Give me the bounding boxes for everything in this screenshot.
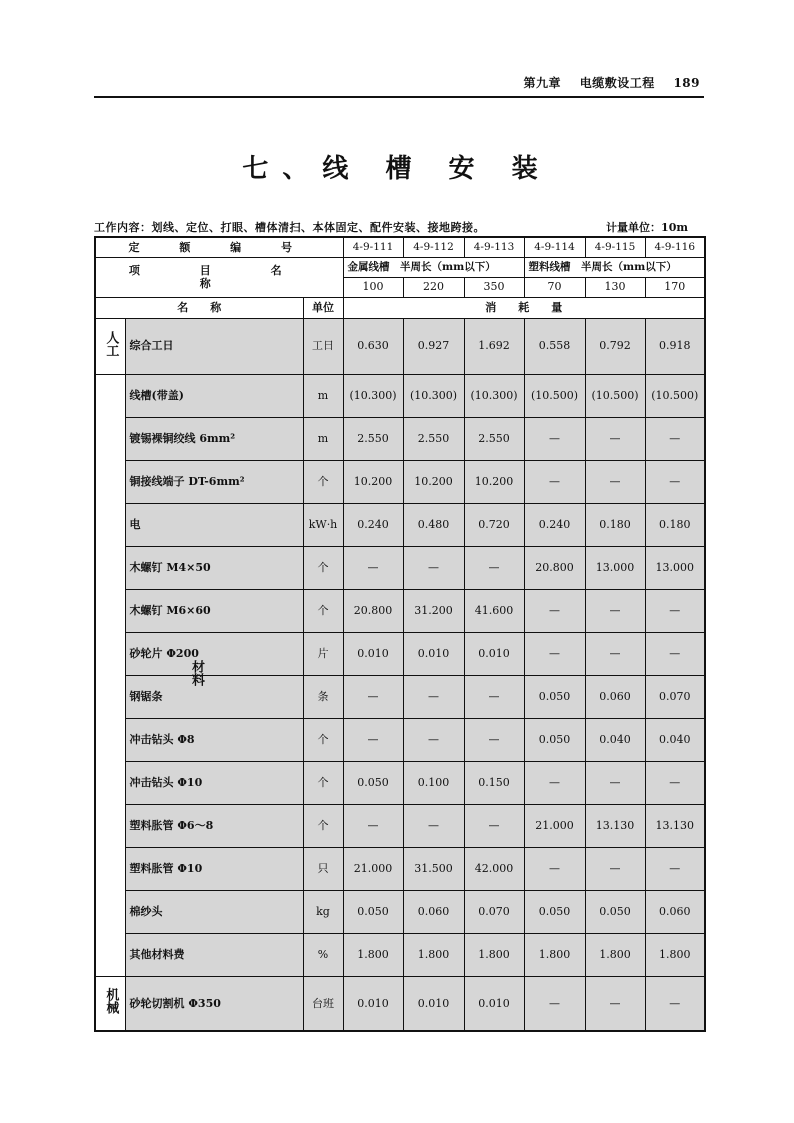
item-unit: 个: [303, 546, 343, 589]
item-label: 项 目 名 称: [95, 257, 343, 297]
value-cell: 0.070: [645, 675, 705, 718]
value-cell: 31.200: [403, 589, 464, 632]
size-cell: 170: [645, 277, 705, 297]
work-content: 工作内容：划线、定位、打眼、槽体清扫、本体固定、配件安装、接地跨接。: [94, 221, 485, 234]
value-cell: —: [464, 804, 524, 847]
value-cell: 0.040: [645, 718, 705, 761]
value-cell: 0.010: [464, 976, 524, 1031]
size-cell: 130: [585, 277, 645, 297]
value-cell: 2.550: [464, 417, 524, 460]
value-cell: 2.550: [343, 417, 403, 460]
value-cell: 0.792: [585, 318, 645, 374]
value-cell: 0.150: [464, 761, 524, 804]
value-cell: 2.550: [403, 417, 464, 460]
value-cell: 42.000: [464, 847, 524, 890]
table-row: [95, 374, 705, 417]
value-cell: —: [585, 589, 645, 632]
code-cell: 4-9-114: [524, 237, 585, 257]
value-cell: 0.060: [403, 890, 464, 933]
value-cell: —: [464, 546, 524, 589]
value-cell: 13.000: [585, 546, 645, 589]
item-name: 其他材料费: [125, 933, 303, 976]
running-header: [94, 72, 704, 98]
table-row: [95, 417, 705, 460]
value-cell: 0.040: [585, 718, 645, 761]
table-row: [95, 976, 705, 1031]
category-material-label: 材料: [189, 659, 204, 686]
value-cell: —: [645, 976, 705, 1031]
header-section: 电缆敷设工程: [579, 76, 655, 90]
column-header-row: [95, 297, 705, 318]
value-cell: 0.480: [403, 503, 464, 546]
table-row: [95, 503, 705, 546]
value-cell: 0.050: [524, 890, 585, 933]
value-cell: 0.070: [464, 890, 524, 933]
size-cell: 220: [403, 277, 464, 297]
item-name: 线槽(带盖): [125, 374, 303, 417]
value-cell: 1.800: [524, 933, 585, 976]
measure-unit: 计量单位：10m: [606, 221, 688, 234]
value-cell: 0.010: [464, 632, 524, 675]
quota-code-row: [95, 237, 705, 257]
header-rule: [94, 96, 704, 98]
value-cell: 0.010: [403, 976, 464, 1031]
value-cell: 41.600: [464, 589, 524, 632]
item-unit: 个: [303, 460, 343, 503]
item-name: 综合工日: [125, 318, 303, 374]
item-name: 镀锡裸铜绞线 6mm²: [125, 417, 303, 460]
value-cell: —: [343, 675, 403, 718]
item-name: 冲击钻头 Φ10: [125, 761, 303, 804]
item-unit: 工日: [303, 318, 343, 374]
value-cell: —: [343, 546, 403, 589]
value-cell: —: [585, 847, 645, 890]
quota-table: [94, 236, 706, 1032]
value-cell: 0.180: [585, 503, 645, 546]
item-name: 冲击钻头 Φ8: [125, 718, 303, 761]
code-cell: 4-9-112: [403, 237, 464, 257]
value-cell: 0.630: [343, 318, 403, 374]
value-cell: 21.000: [524, 804, 585, 847]
value-cell: —: [645, 761, 705, 804]
value-cell: 0.720: [464, 503, 524, 546]
value-cell: 1.800: [585, 933, 645, 976]
item-name: 电: [125, 503, 303, 546]
value-cell: 0.918: [645, 318, 705, 374]
item-unit: m: [303, 374, 343, 417]
item-name: 塑料胀管 Φ6～8: [125, 804, 303, 847]
value-cell: 10.200: [403, 460, 464, 503]
value-cell: (10.500): [524, 374, 585, 417]
table-row: [95, 847, 705, 890]
item-unit: 个: [303, 761, 343, 804]
value-cell: 0.927: [403, 318, 464, 374]
group-row: [95, 257, 705, 277]
value-cell: 0.050: [524, 675, 585, 718]
header-text: [523, 74, 700, 91]
value-cell: —: [645, 460, 705, 503]
value-cell: 0.050: [343, 890, 403, 933]
value-cell: —: [464, 718, 524, 761]
value-cell: 1.800: [645, 933, 705, 976]
table-row: [95, 933, 705, 976]
value-cell: 0.010: [343, 976, 403, 1031]
code-cell: 4-9-115: [585, 237, 645, 257]
code-cell: 4-9-113: [464, 237, 524, 257]
value-cell: —: [343, 718, 403, 761]
value-cell: —: [403, 546, 464, 589]
item-name: 钢锯条: [125, 675, 303, 718]
group-metal: 金属线槽 半周长（mm以下）: [343, 257, 524, 277]
value-cell: —: [343, 804, 403, 847]
value-cell: 10.200: [464, 460, 524, 503]
col-consumption-header: 消 耗 量: [343, 297, 705, 318]
value-cell: —: [585, 761, 645, 804]
value-cell: 0.240: [343, 503, 403, 546]
item-name: 棉纱头: [125, 890, 303, 933]
value-cell: —: [585, 632, 645, 675]
size-cell: 70: [524, 277, 585, 297]
value-cell: 0.010: [343, 632, 403, 675]
value-cell: —: [524, 632, 585, 675]
item-unit: 片: [303, 632, 343, 675]
table-row: [95, 460, 705, 503]
item-unit: 个: [303, 589, 343, 632]
value-cell: 0.050: [524, 718, 585, 761]
value-cell: (10.300): [343, 374, 403, 417]
table-row: [95, 318, 705, 374]
item-unit: 个: [303, 804, 343, 847]
category-labor: [95, 318, 125, 374]
value-cell: 20.800: [343, 589, 403, 632]
code-cell: 4-9-116: [645, 237, 705, 257]
value-cell: 10.200: [343, 460, 403, 503]
value-cell: 0.060: [585, 675, 645, 718]
category-labor-label: 人工: [103, 330, 119, 357]
item-unit: 只: [303, 847, 343, 890]
value-cell: —: [585, 976, 645, 1031]
size-cell: 350: [464, 277, 524, 297]
value-cell: 13.130: [585, 804, 645, 847]
value-cell: 21.000: [343, 847, 403, 890]
item-name: 塑料胀管 Φ10: [125, 847, 303, 890]
item-unit: kW·h: [303, 503, 343, 546]
item-unit: 台班: [303, 976, 343, 1031]
value-cell: 0.100: [403, 761, 464, 804]
value-cell: —: [403, 804, 464, 847]
value-cell: 31.500: [403, 847, 464, 890]
table-row: [95, 890, 705, 933]
value-cell: —: [524, 976, 585, 1031]
value-cell: —: [524, 761, 585, 804]
value-cell: 13.130: [645, 804, 705, 847]
value-cell: 0.558: [524, 318, 585, 374]
category-machine-label: 机械: [103, 987, 119, 1014]
value-cell: 1.800: [403, 933, 464, 976]
quota-label: 定 额 编 号: [95, 237, 343, 257]
item-unit: m: [303, 417, 343, 460]
group-plastic: 塑料线槽 半周长（mm以下）: [524, 257, 705, 277]
value-cell: 1.800: [343, 933, 403, 976]
item-unit: %: [303, 933, 343, 976]
col-name-header: 名 称: [95, 297, 303, 318]
value-cell: —: [645, 847, 705, 890]
value-cell: —: [645, 417, 705, 460]
value-cell: —: [403, 675, 464, 718]
value-cell: —: [524, 589, 585, 632]
item-name: 木螺钉 M4×50: [125, 546, 303, 589]
value-cell: —: [585, 417, 645, 460]
page-title: 七、线 槽 安 装: [242, 154, 552, 184]
value-cell: 1.800: [464, 933, 524, 976]
item-unit: 条: [303, 675, 343, 718]
value-cell: (10.300): [403, 374, 464, 417]
item-name: 铜接线端子 DT-6mm²: [125, 460, 303, 503]
value-cell: 20.800: [524, 546, 585, 589]
header-chapter: 第九章: [523, 76, 561, 90]
value-cell: 0.050: [343, 761, 403, 804]
value-cell: —: [585, 460, 645, 503]
value-cell: (10.500): [645, 374, 705, 417]
table-row: [95, 804, 705, 847]
item-unit: kg: [303, 890, 343, 933]
value-cell: —: [403, 718, 464, 761]
value-cell: —: [645, 632, 705, 675]
value-cell: 0.010: [403, 632, 464, 675]
size-cell: 100: [343, 277, 403, 297]
col-unit-header: 单位: [303, 297, 343, 318]
item-name: 砂轮片 Φ200: [125, 632, 303, 675]
value-cell: —: [645, 589, 705, 632]
item-name: 砂轮切割机 Φ350: [125, 976, 303, 1031]
item-name: 木螺钉 M6×60: [125, 589, 303, 632]
value-cell: 0.240: [524, 503, 585, 546]
value-cell: —: [524, 460, 585, 503]
value-cell: 1.692: [464, 318, 524, 374]
header-page-number: 189: [673, 76, 700, 90]
category-machine: [95, 976, 125, 1031]
item-unit: 个: [303, 718, 343, 761]
value-cell: —: [464, 675, 524, 718]
value-cell: (10.300): [464, 374, 524, 417]
value-cell: —: [524, 417, 585, 460]
value-cell: —: [524, 847, 585, 890]
value-cell: 0.060: [645, 890, 705, 933]
code-cell: 4-9-111: [343, 237, 403, 257]
value-cell: 0.050: [585, 890, 645, 933]
value-cell: 13.000: [645, 546, 705, 589]
value-cell: 0.180: [645, 503, 705, 546]
value-cell: (10.500): [585, 374, 645, 417]
